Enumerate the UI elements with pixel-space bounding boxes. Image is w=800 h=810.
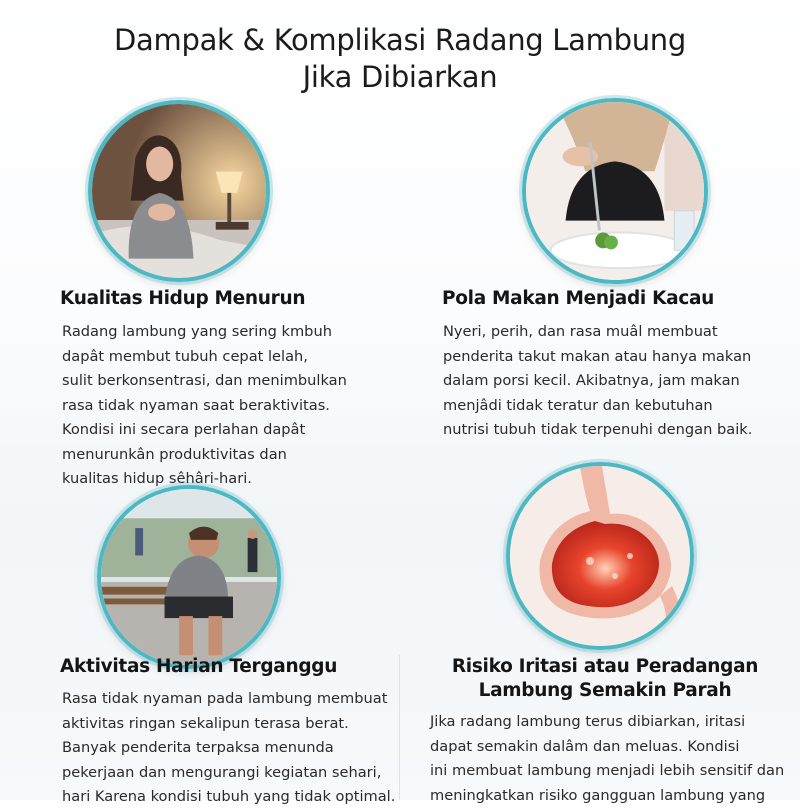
tired-man-on-bench-photo xyxy=(97,485,281,669)
column-divider xyxy=(399,655,400,800)
heading-line-1: Risiko Iritasi atau Peradangan xyxy=(451,656,759,677)
inflamed-stomach-illustration xyxy=(506,462,694,650)
section-heading-aktivitas-harian: Aktivitas Harian Terganggu xyxy=(60,656,338,677)
body-line: rasa tidak nyaman saat beraktivitas. xyxy=(62,396,330,414)
woman-in-bed-chest-pain-photo xyxy=(88,100,270,282)
body-line: Kondisi ini secara perlahan dapât xyxy=(62,421,306,438)
body-line: Rasa tidak nyaman pada lambung membuat xyxy=(62,690,388,707)
section-heading-kualitas-hidup: Kualitas Hidup Menurun xyxy=(60,288,306,309)
body-line: Radang lambung yang sering kmbuh xyxy=(62,323,332,340)
body-line: Nyeri, perih, dan rasa muâl membuat xyxy=(443,323,718,340)
title-line-1: Dampak & Komplikasi Radang Lambung xyxy=(114,23,686,57)
body-line: aktivitas ringan sekalipun terasa berat. xyxy=(62,714,349,732)
body-line: kualitas hidup sêhâri-hari. xyxy=(62,470,252,487)
body-line: hari Karena kondisi tubuh yang tidak optimal. xyxy=(62,788,396,805)
heading-line-2: Lambung Semakin Parah xyxy=(478,680,732,701)
body-line: nutrisi tubuh tidak terpenuhi dengan baik. xyxy=(443,421,753,438)
section-body-kualitas-hidup xyxy=(62,320,347,492)
body-line: penderita takut makan atau hanya makan xyxy=(443,347,752,365)
body-line: menjâdi tidak teratur dan kebutuhan xyxy=(443,396,713,414)
page-title xyxy=(0,22,800,96)
body-line: sulit berkonsentrasi, dan menimbulkan xyxy=(62,372,347,389)
woman-poking-broccoli-photo xyxy=(522,98,708,284)
section-body-pola-makan xyxy=(443,320,752,443)
body-line: meningkatkan risiko gangguan lambung yang xyxy=(430,786,766,804)
section-heading-risiko-iritasi xyxy=(410,655,800,703)
body-line: dapat semakin dalâm dan meluas. Kondisi xyxy=(430,737,740,755)
body-line: menurunkân produktivitas dan xyxy=(62,445,287,463)
body-line: Banyak penderita terpaksa menunda xyxy=(62,739,334,756)
section-heading-pola-makan: Pola Makan Menjadi Kacau xyxy=(442,288,715,309)
body-line: dalam porsi kecil. Akibatnya, jam makan xyxy=(443,372,740,389)
title-line-2: Jika Dibiarkan xyxy=(302,60,498,94)
body-line: ini membuat lambung menjadi lebih sensitif dan xyxy=(430,762,785,779)
body-line: Jika radang lambung terus dibiarkan, iritasi xyxy=(430,713,746,730)
body-line: dapât membut tubuh cepat lelah, xyxy=(62,347,308,365)
body-line: pekerjaan dan mengurangi kegiatan sehari, xyxy=(62,763,382,781)
section-body-risiko-iritasi xyxy=(430,710,784,808)
section-body-aktivitas-harian xyxy=(62,687,395,810)
